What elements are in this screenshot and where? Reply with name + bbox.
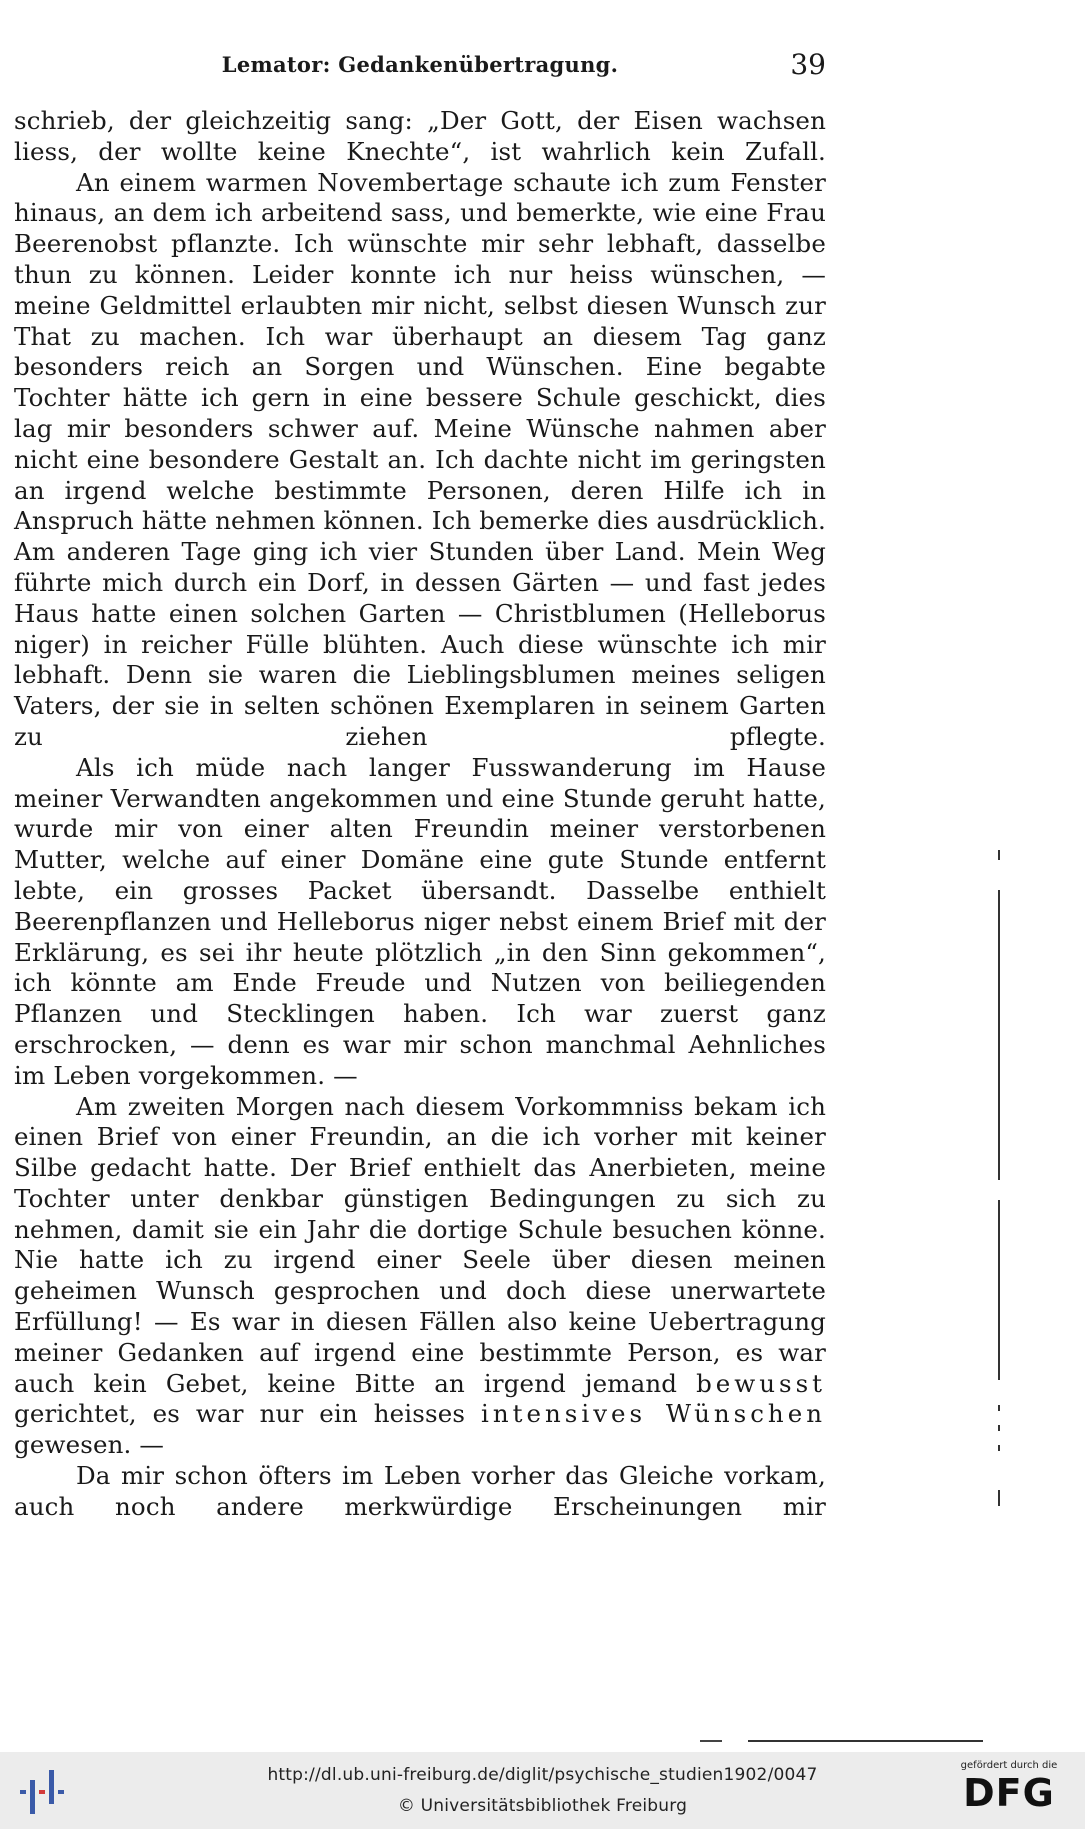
- footer-copyright: © Universitätsbibliothek Freiburg: [397, 1796, 688, 1816]
- footer-url[interactable]: http://dl.ub.uni-freiburg.de/diglit/psychische_studien1902/0047: [267, 1765, 818, 1785]
- paragraph-4-text-a: Am zweiten Morgen nach diesem Vorkommniss bekam ich einen Brief von einer Freundin, an die ich vorher mit keiner Silbe gedacht hatte. Der Brief enthielt das Anerbieten, meine Tochter unter denkbar günstigen Bedingungen zu sich zu nehmen, damit sie ein Jahr die dortige Schule besuchen könne. Nie hatte ich zu irgend einer Seele über diesen meinen geheimen Wunsch gesprochen und doch diese unerwartete Erfüllung! — Es war in diesen Fällen also keine Uebertragung meiner Gedanken auf irgend eine bestimmte Person, es war auch kein Gebet, keine Bitte an irgend jemand: [14, 1091, 826, 1398]
- footer-bar: [0, 1752, 1085, 1829]
- paragraph-3: Als ich müde nach langer Fusswanderung im Hause meiner Verwandten angekommen und eine Stunde geruht hatte, wurde mir von einer alten Freundin meiner verstorbenen Mutter, welche auf einer Domäne eine gute Stunde entfernt lebte, ein grosses Packet übersandt. Dasselbe enthielt Beerenpflanzen und Helleborus niger nebst einem Brief mit der Erklärung, es sei ihr heute plötzlich „in den Sinn gekommen“, ich könnte am Ende Freude und Nutzen von beiliegenden Pflanzen und Stecklingen haben. Ich war zuerst ganz erschrocken, — denn es war mir schon manchmal Aehnliches im Leben vorgekommen. —: [14, 752, 826, 1090]
- rule-long: [748, 1740, 983, 1742]
- rule-short: [700, 1740, 722, 1742]
- paragraph-4-text-c: gewesen. —: [14, 1430, 165, 1460]
- dfg-logo: [949, 1760, 1069, 1824]
- dfg-tagline: gefördert durch die: [960, 1760, 1058, 1771]
- paragraph-4: [14, 1092, 826, 1462]
- body-text: [14, 106, 826, 1523]
- paragraph-2: An einem warmen Novembertage schaute ich zum Fenster hinaus, an dem ich arbeitend sass, und bemerkte, wie eine Frau Beerenobst pflanzte. Ich wünschte mir sehr lebhaft, dasselbe thun zu können. Leider konnte ich nur heiss wünschen, — meine Geldmittel erlaubten mir nicht, selbst diesen Wunsch zur That zu machen. Ich war überhaupt an diesem Tag ganz besonders reich an Sorgen und Wünschen. Eine begabte Tochter hätte ich gern in eine bessere Schule geschickt, dies lag mir besonders schwer auf. Meine Wünsche nahmen aber nicht eine besondere Gestalt an. Ich dachte nicht im geringsten an irgend welche bestimmte Personen, deren Hilfe ich in Anspruch hätte nehmen können. Ich bemerke dies ausdrücklich. Am anderen Tage ging ich vier Stunden über Land. Mein Weg führte mich durch ein Dorf, in dessen Gärten — und fast jedes Haus hatte einen solchen Garten — Christblumen (Helleborus niger) in reicher Fülle blühten. Auch diese wünschte ich mir lebhaft. Denn sie waren die Lieblingsblumen meines seligen Vaters, der sie in selten schönen Exemplaren in seinem Garten zu ziehen pflegte.: [14, 167, 826, 751]
- paragraph-4-text-b: gerichtet, es war nur ein heisses: [14, 1399, 466, 1429]
- paragraph-5: Da mir schon öfters im Leben vorher das Gleiche vorkam, auch noch andere merkwürdige Erscheinungen mir: [14, 1461, 826, 1521]
- emphasis-bewusst: bewusst: [696, 1368, 826, 1398]
- paragraph-1: schrieb, der gleichzeitig sang: „Der Gott, der Eisen wachsen liess, der wollte keine Knechte“, ist wahrlich kein Zufall.: [14, 106, 826, 166]
- page-number: 39: [790, 48, 826, 81]
- dfg-wordmark: DFG: [963, 1771, 1055, 1815]
- margin-scan-marks: [998, 850, 1002, 1510]
- bottom-rules: [700, 1740, 990, 1744]
- page-header: [14, 48, 826, 88]
- emphasis-intensives-wuenschen: intensives Wünschen: [481, 1399, 826, 1429]
- running-title: Lemator: Gedankenübertragung.: [221, 52, 619, 77]
